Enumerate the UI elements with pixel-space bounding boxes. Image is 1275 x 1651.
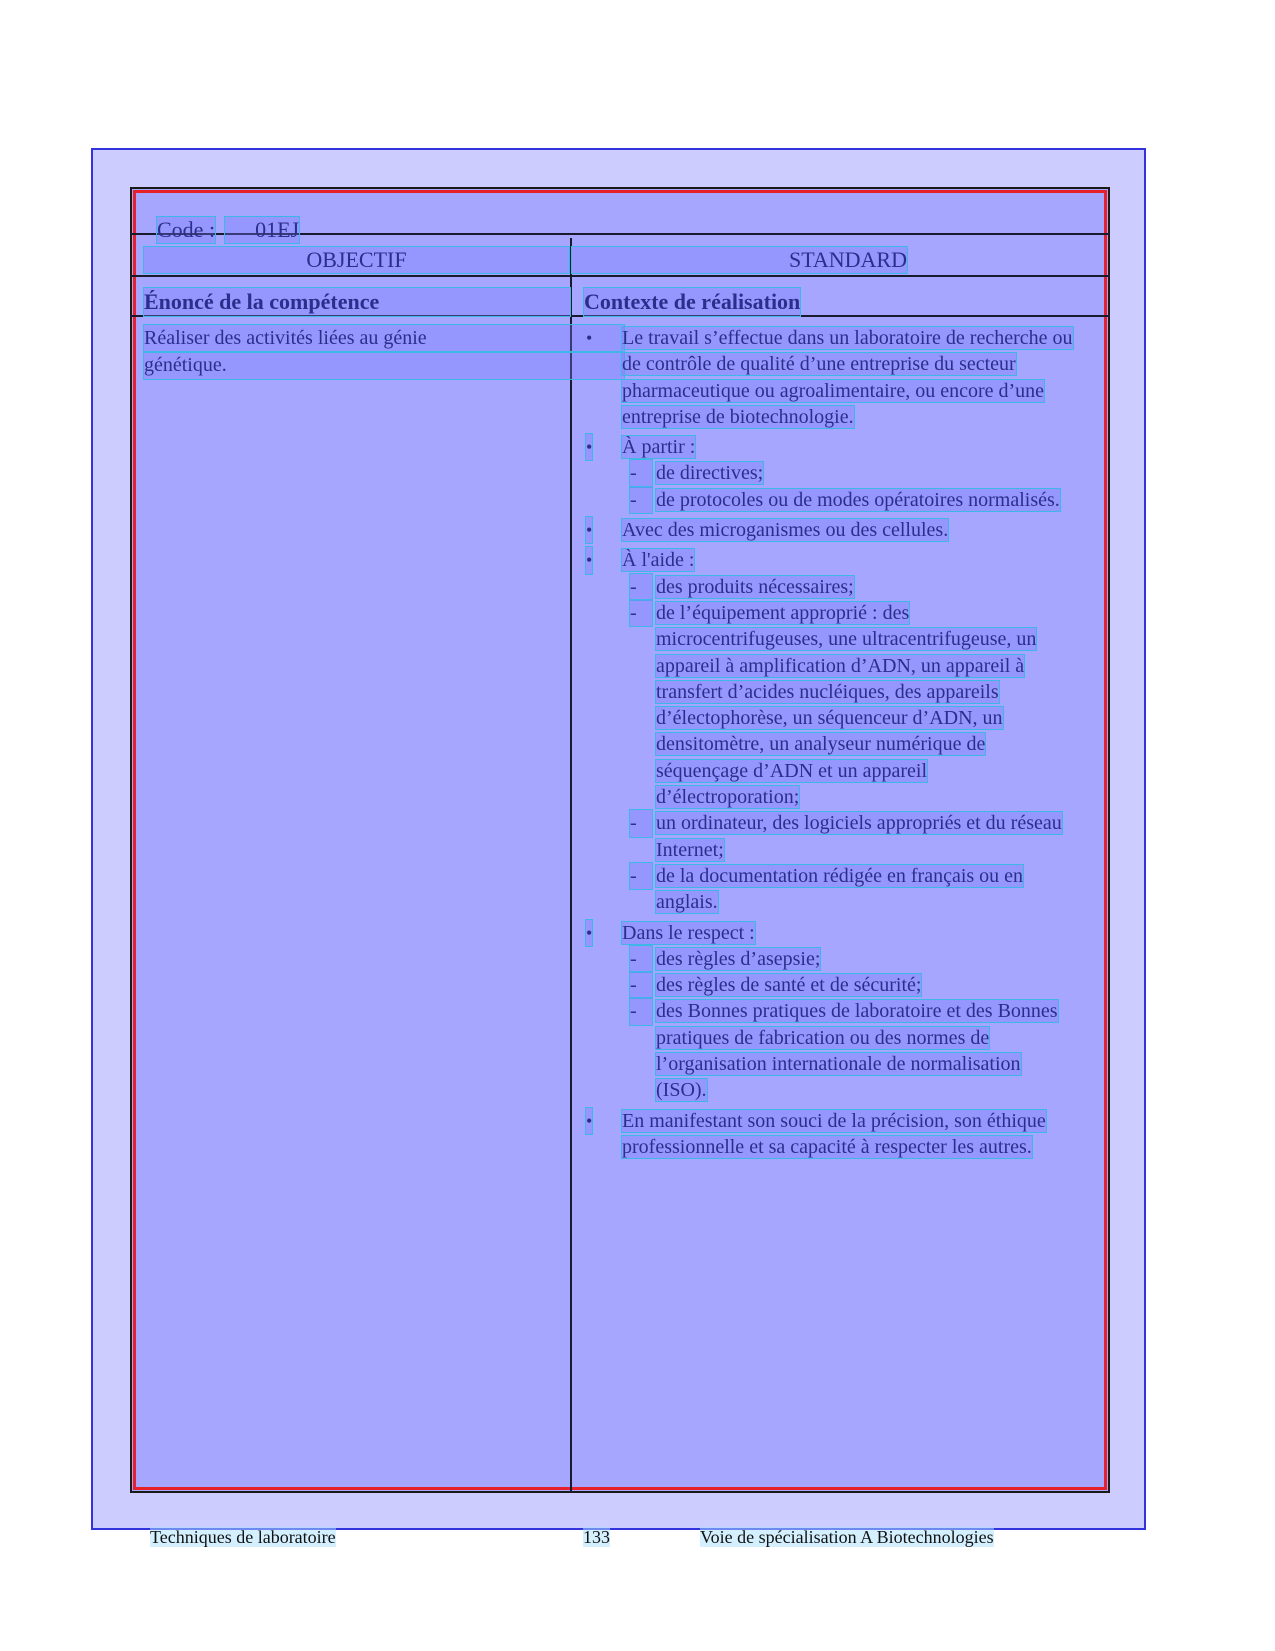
bullet-text: À partir :	[622, 436, 696, 459]
contexte-bullet	[584, 920, 1074, 1104]
sub-item-text: des règles d’asepsie;	[656, 947, 821, 970]
bullet-icon: •	[586, 920, 592, 946]
bullet-icon: •	[586, 434, 592, 460]
dash-icon: -	[630, 972, 652, 998]
sub-item-text: de la documentation rédigée en français ou en anglais.	[656, 864, 1024, 914]
footer-specialisation: Voie de spécialisation A Biotechnologies	[700, 1527, 994, 1547]
dash-icon: -	[630, 487, 652, 513]
contexte-subheader: Contexte de réalisation	[584, 289, 801, 314]
dash-icon: -	[630, 863, 652, 889]
sub-item	[584, 487, 1074, 513]
dash-icon: -	[630, 600, 652, 626]
sub-item	[584, 863, 1074, 916]
sub-item	[584, 574, 1074, 600]
enonce-line: génétique.	[144, 352, 624, 379]
code-label: Code :	[157, 217, 216, 242]
bullet-text: Avec des microganismes ou des cellules.	[622, 519, 949, 542]
sub-item	[584, 998, 1074, 1103]
bullet-icon: •	[586, 547, 592, 573]
contexte-bullet	[584, 547, 1074, 915]
sub-item-text: des produits nécessaires;	[656, 575, 854, 598]
bullet-text: Dans le respect :	[622, 921, 755, 944]
sub-item-text: de protocoles ou de modes opératoires normalisés.	[656, 488, 1060, 511]
bullet-text: Le travail s’effectue dans un laboratoire de recherche ou de contrôle de qualité d’une entreprise du secteur pharmaceutique ou agroalimentaire, ou encore d’une entreprise de biotechnologie.	[622, 327, 1073, 428]
row-divider	[130, 275, 1110, 277]
dash-icon: -	[630, 810, 652, 836]
dash-icon: -	[630, 574, 652, 600]
objectif-header: OBJECTIF	[144, 247, 569, 273]
footer-page-number: 133	[583, 1527, 610, 1547]
sub-item	[584, 600, 1074, 810]
bullet-icon: •	[586, 328, 593, 348]
enonce-text	[144, 325, 624, 379]
enonce-line: Réaliser des activités liées au génie	[144, 325, 624, 352]
bullet-icon: •	[586, 517, 592, 543]
bullet-icon: •	[586, 1108, 592, 1134]
contexte-bullet	[584, 325, 1074, 430]
bullet-text: À l'aide :	[622, 549, 695, 572]
sub-item-text: de directives;	[656, 462, 764, 485]
sub-item	[584, 460, 1074, 486]
sub-item-text: de l’équipement approprié : des microcentrifugeuses, une ultracentrifugeuse, un appareil à amplification d’ADN, un appareil à transfert d’acides nucléiques, des appareils d’électophorèse, un séquenceur d’ADN, un densitomètre, un analyseur numérique de séquençage d’ADN et un appareil d’électroporation;	[656, 601, 1037, 809]
code-row	[146, 191, 299, 243]
sub-item-text: des règles de santé et de sécurité;	[656, 974, 922, 997]
dash-icon: -	[630, 460, 652, 486]
column-divider	[570, 238, 572, 1493]
sub-item-text: un ordinateur, des logiciels appropriés et du réseau Internet;	[656, 812, 1062, 861]
contexte-bullet	[584, 517, 1074, 543]
footer-program: Techniques de laboratoire	[150, 1527, 336, 1547]
sub-item	[584, 946, 1074, 972]
sub-item	[584, 972, 1074, 998]
sub-item	[584, 810, 1074, 863]
sub-item-text: des Bonnes pratiques de laboratoire et des Bonnes pratiques de fabrication ou des normes de l’organisation internationale de normalisation (ISO).	[656, 1000, 1058, 1102]
contexte-bullet	[584, 1108, 1074, 1161]
dash-icon: -	[630, 998, 652, 1024]
enonce-subheader: Énoncé de la compétence	[144, 288, 570, 316]
standard-header: STANDARD	[572, 247, 907, 273]
dash-icon: -	[630, 946, 652, 972]
bullet-text: En manifestant son souci de la précision, son éthique professionnelle et sa capacité à respecter les autres.	[622, 1109, 1046, 1158]
contexte-list	[584, 325, 1074, 1164]
code-value: 01EJ	[225, 217, 299, 243]
contexte-bullet	[584, 434, 1074, 513]
